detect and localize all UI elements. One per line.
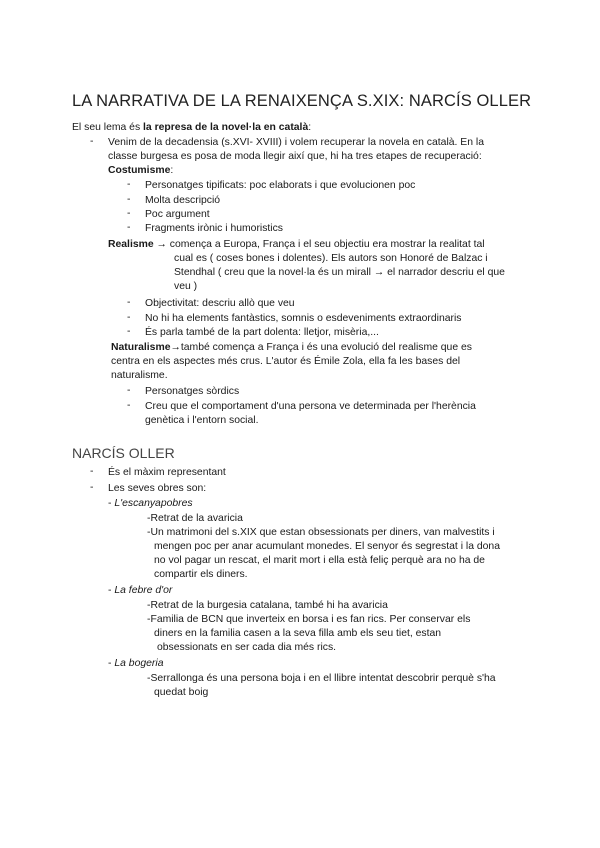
work-title-line — [108, 584, 172, 598]
bullet-dash: - — [127, 297, 131, 308]
point-text: Familia de BCN que inverteix en borsa i es fan rics. Per conservar els — [150, 614, 471, 625]
point-text: no vol pagar un rescat, el marit mort i ella està feliç perquè ara no ha de — [154, 555, 485, 566]
bullet-dash: - — [147, 527, 151, 538]
bullet-dash: - — [147, 513, 151, 524]
bullet-dash: - — [90, 482, 94, 493]
costumisme-heading — [108, 164, 173, 178]
list-item: Objectivitat: descriu allò que veu — [145, 298, 295, 309]
intro-line — [72, 121, 311, 135]
bullet-dash: - — [147, 673, 151, 684]
intro-item-line: Venim de la decadensia (s.XVI- XVIII) i volem recuperar la novela en català. En la — [108, 137, 484, 148]
intro-lema: la represa de la novel·la en català — [143, 122, 309, 133]
point-text: Serrallonga és una persona boja i en el llibre intentat descobrir perquè s'ha — [150, 673, 496, 684]
work-title-line — [108, 497, 193, 511]
work-title: La bogeria — [114, 658, 164, 669]
list-item: És parla també de la part dolenta: lletjor, misèria,... — [145, 327, 379, 338]
list-item: Fragments irònic i humoristics — [145, 223, 284, 234]
bullet-dash: - — [127, 326, 131, 337]
point-text: quedat boig — [154, 687, 209, 698]
intro-item-line: classe burgesa es posa de moda llegir així que, hi ha tres etapes de recuperació: — [108, 151, 482, 162]
bullet-dash: - — [127, 312, 131, 323]
bullet-dash: - — [147, 614, 151, 625]
work-point — [147, 599, 388, 613]
list-item: Poc argument — [145, 209, 210, 220]
naturalisme-line: naturalisme. — [111, 370, 168, 381]
work-point — [147, 526, 495, 540]
list-item: Personatges tipificats: poc elaborats i que evolucionen poc — [145, 180, 416, 191]
list-item: Personatges sòrdics — [145, 386, 240, 397]
list-item: Creu que el comportament d'una persona ve determinada per l'herència — [145, 401, 476, 412]
bullet-dash: - — [108, 585, 112, 596]
bullet-dash: - — [108, 658, 112, 669]
realisme-text: → comença a Europa, França i el seu objectiu era mostrar la realitat tal — [153, 239, 485, 250]
realisme-label: Realisme — [108, 239, 154, 250]
naturalisme-label: Naturalisme — [111, 342, 171, 353]
work-point — [147, 613, 470, 627]
point-text: diners en la familia casen a la seva filla amb els seu tiet, estan — [154, 628, 442, 639]
point-text: obsessionats en ser cada dia més rics. — [157, 642, 337, 653]
work-point — [147, 672, 496, 686]
work-title: L'escanyapobres — [114, 498, 193, 509]
bullet-dash: - — [127, 222, 131, 233]
naturalisme-text: →també comença a França i és una evolució del realisme que es — [170, 342, 472, 353]
bullet-dash: - — [127, 208, 131, 219]
list-item: Molta descripció — [145, 195, 221, 206]
bullet-dash: - — [90, 136, 94, 147]
realisme-line: cual es ( coses bones i dolentes). Els autors son Honoré de Balzac i — [174, 253, 488, 264]
section-heading-oller: NARCÍS OLLER — [72, 445, 175, 461]
list-item: No hi ha elements fantàstics, somnis o esdeveniments extraordinaris — [145, 313, 462, 324]
work-point — [147, 512, 243, 526]
bullet-dash: - — [127, 400, 131, 411]
costumisme-label: Costumisme — [108, 165, 171, 176]
intro-suffix: : — [308, 122, 312, 133]
bullet-dash: - — [90, 466, 94, 477]
realisme-line: veu ) — [174, 281, 198, 292]
bullet-dash: - — [127, 179, 131, 190]
list-item: És el màxim representant — [108, 467, 226, 478]
point-text: mengen poc per anar acumulant monedes. El senyor és segrestat i la dona — [154, 541, 500, 552]
bullet-dash: - — [108, 498, 112, 509]
page-title: LA NARRATIVA DE LA RENAIXENÇA S.XIX: NARCÍS OLLER — [72, 92, 532, 110]
bullet-dash: - — [127, 385, 131, 396]
point-text: Retrat de la burgesia catalana, també hi ha avaricia — [150, 600, 388, 611]
work-title-line — [108, 657, 163, 671]
point-text: Retrat de la avaricia — [150, 513, 243, 524]
list-item: Les seves obres son: — [108, 483, 207, 494]
point-text: Un matrimoni del s.XIX que estan obsessionats per diners, van malvestits i — [150, 527, 495, 538]
naturalisme-line: centra en els aspectes més crus. L'autor és Émile Zola, ella fa les bases del — [111, 356, 461, 367]
realisme-line — [108, 238, 485, 252]
work-title: La febre d'or — [114, 585, 173, 596]
bullet-dash: - — [127, 194, 131, 205]
bullet-dash: - — [147, 600, 151, 611]
naturalisme-line — [111, 341, 472, 355]
costumisme-colon: : — [170, 165, 174, 176]
point-text: compartir els diners. — [154, 569, 248, 580]
intro-prefix: El seu lema és — [72, 122, 144, 133]
realisme-line: Stendhal ( creu que la novel·la és un mirall → el narrador descriu el que — [174, 267, 505, 278]
list-item: genètica i l'entorn social. — [145, 415, 259, 426]
